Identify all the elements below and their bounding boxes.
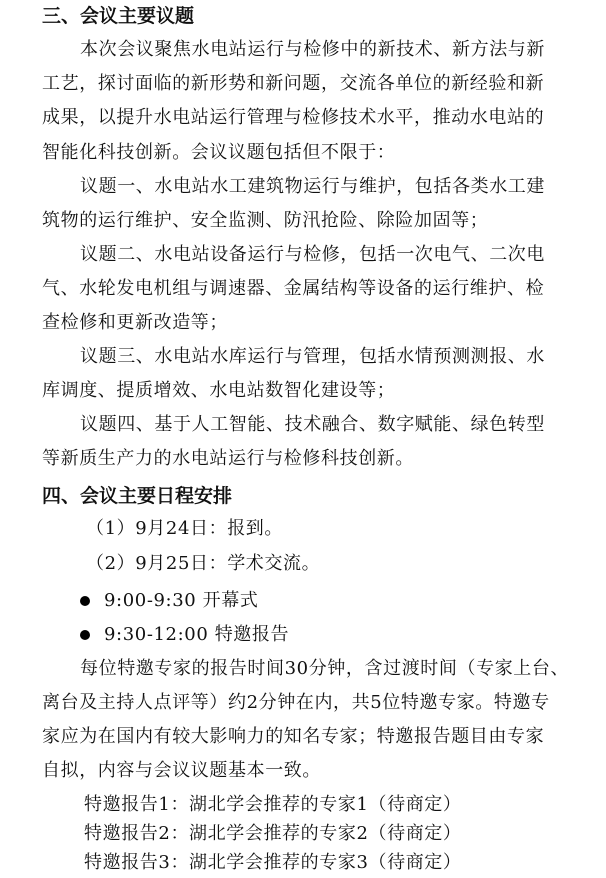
section-heading-topics: 三、会议主要议题 [42, 5, 195, 27]
topic-four-line: 议题四、基于人工智能、技术融合、数字赋能、绿色转型 [80, 414, 545, 435]
schedule-day-two: （2）9月25日：学术交流。 [86, 553, 321, 574]
keynote-report-2: 特邀报告2：湖北学会推荐的专家2（待商定） [84, 823, 462, 844]
schedule-item-keynote: 9:30-12:00 特邀报告 [104, 624, 290, 645]
topic-two-line: 气、水轮发电机组与调速器、金属结构等设备的运行维护、检 [42, 278, 545, 299]
paragraph-line: 本次会议聚焦水电站运行与检修中的新技术、新方法与新 [80, 39, 545, 60]
paragraph-line: 智能化科技创新。会议议题包括但不限于： [42, 142, 396, 163]
paragraph-line: 工艺，探讨面临的新形势和新问题，交流各单位的新经验和新 [42, 73, 545, 94]
schedule-day-one: （1）9月24日：报到。 [86, 518, 284, 539]
bullet-icon [80, 630, 90, 640]
keynote-description-line: 自拟，内容与会议议题基本一致。 [42, 760, 321, 781]
topic-three-line: 议题三、水电站水库运行与管理，包括水情预测测报、水 [80, 346, 545, 367]
keynote-description-line: 每位特邀专家的报告时间30分钟，含过渡时间（专家上台、 [80, 658, 570, 679]
topic-one-line: 议题一、水电站水工建筑物运行与维护，包括各类水工建 [80, 176, 545, 197]
topic-three-line: 库调度、提质增效、水电站数智化建设等； [42, 380, 396, 401]
paragraph-line: 成果，以提升水电站运行管理与检修技术水平，推动水电站的 [42, 107, 545, 128]
topic-two-line: 议题二、水电站设备运行与检修，包括一次电气、二次电 [80, 244, 545, 265]
bullet-icon [80, 596, 90, 606]
keynote-description-line: 离台及主持人点评等）约2分钟在内，共5位特邀专家。特邀专 [42, 692, 550, 713]
keynote-report-1: 特邀报告1：湖北学会推荐的专家1（待商定） [84, 794, 462, 815]
topic-four-line: 等新质生产力的水电站运行与检修科技创新。 [42, 448, 414, 469]
section-heading-schedule: 四、会议主要日程安排 [42, 485, 233, 507]
keynote-report-3: 特邀报告3：湖北学会推荐的专家3（待商定） [84, 852, 462, 873]
keynote-description-line: 家应为在国内有较大影响力的知名专家；特邀报告题目由专家 [42, 726, 545, 747]
topic-two-line: 查检修和更新改造等； [42, 312, 228, 333]
topic-one-line: 筑物的运行维护、安全监测、防汛抢险、除险加固等； [42, 210, 489, 231]
schedule-item-opening: 9:00-9:30 开幕式 [104, 590, 259, 611]
